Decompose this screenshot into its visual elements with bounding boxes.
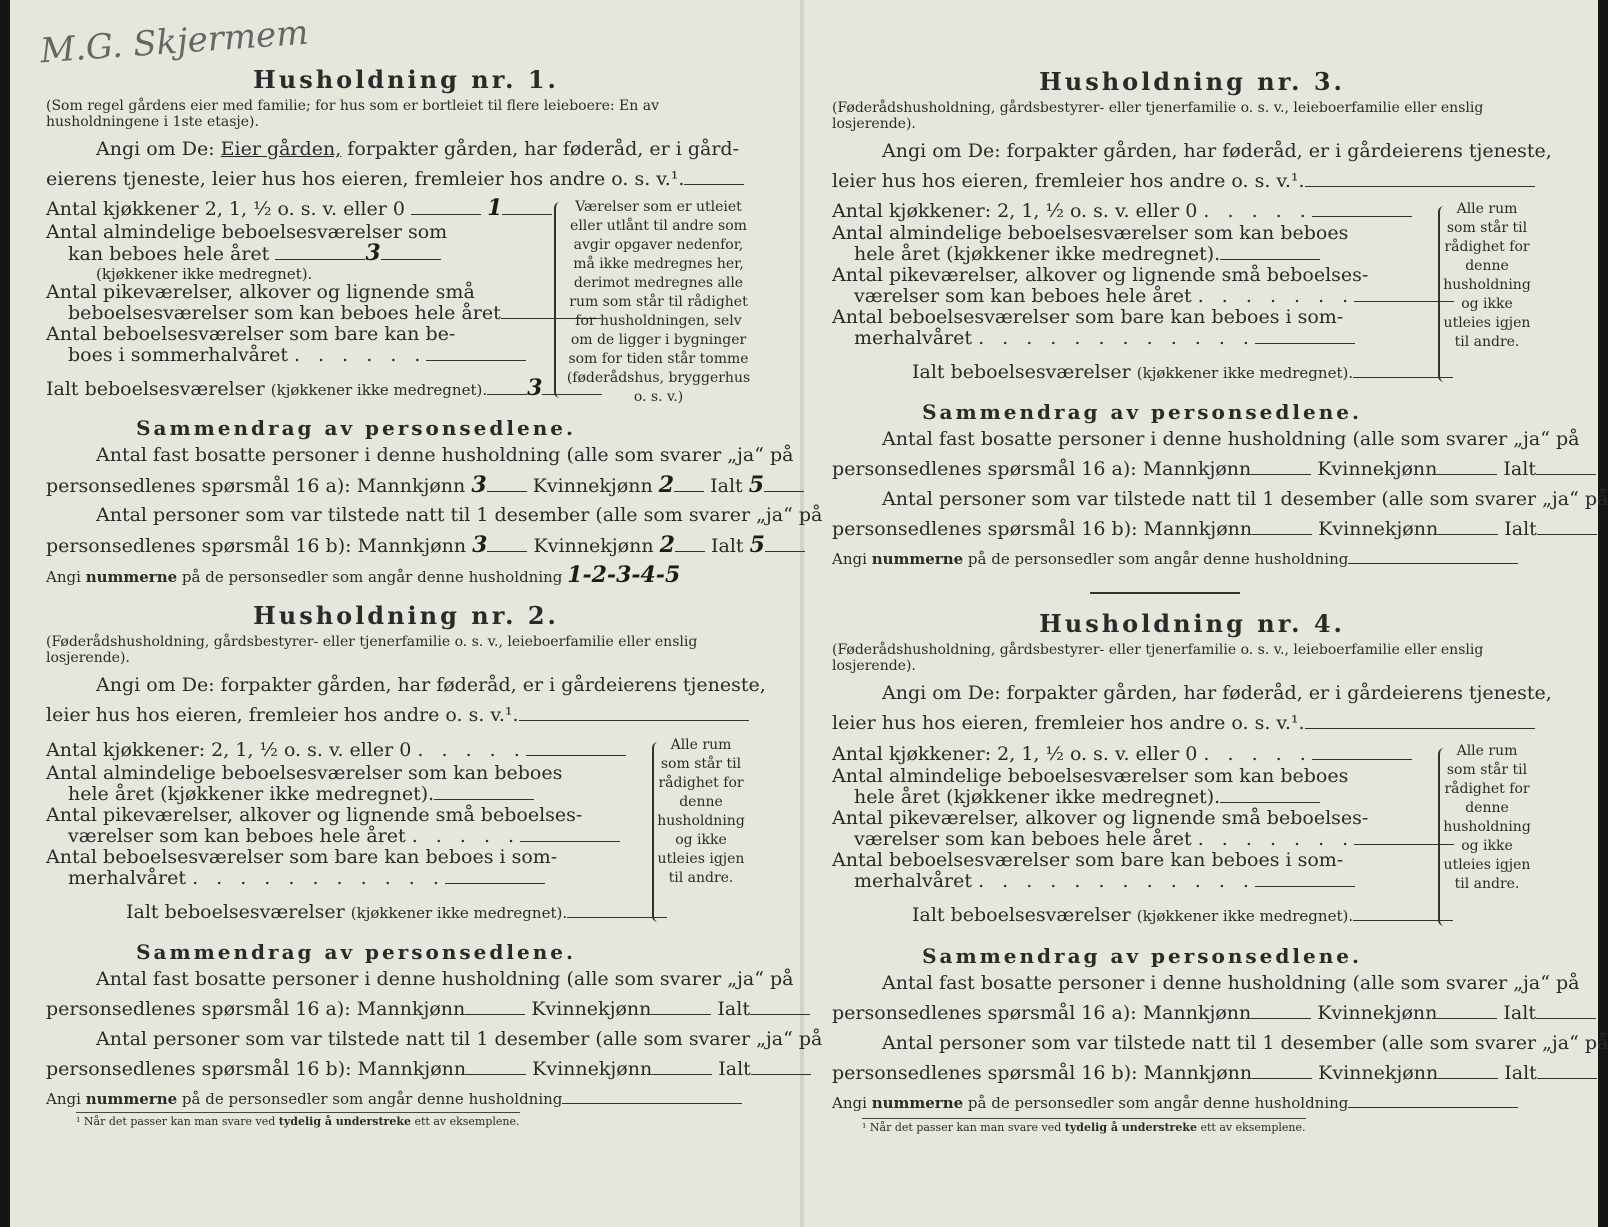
tilstede-row-1: Antal personer som var tilstede natt til 1 desember (alle som svarer „ja“ på xyxy=(96,504,823,526)
angi-line-1: Angi om De: forpakter gården, har føderåd, er i gårdeierens tjeneste, xyxy=(882,682,1552,704)
fast-row-1: Antal fast bosatte personer i denne husholdning (alle som svarer „ja“ på xyxy=(96,968,794,990)
pike-row-1: Antal pikeværelser, alkover og lignende små beboelses- xyxy=(832,264,1369,286)
kjokkener-row: Antal kjøkkener: 2, 1, ½ o. s. v. eller 0 . . . . . xyxy=(832,201,1412,222)
kjokkener-value: 1 xyxy=(487,195,503,221)
sammendrag-heading: Sammendrag av personsedlene. xyxy=(922,944,1362,968)
nummerne-row: Angi nummerne på de personsedler som angår denne husholdning xyxy=(832,544,1518,574)
kjokkener-row: Antal kjøkkener 2, 1, ½ o. s. v. eller 0 1 xyxy=(46,198,552,220)
note-brace xyxy=(554,202,566,398)
fast-row-2: personsedlenes spørsmål 16 a): Mannkjønn Kvinnekjønn Ialt xyxy=(832,998,1596,1028)
tilstede-row-1: Antal personer som var tilstede natt til 1 desember (alle som svarer „ja“ på xyxy=(96,1028,823,1050)
alm-row-2: hele året (kjøkkener ikke medregnet). xyxy=(854,244,1320,265)
alle-rum-note: Alle rum som står til rådighet for denne husholdning og ikke utleies igjen til andre. xyxy=(1443,743,1531,892)
left-page xyxy=(46,0,823,1227)
tilstede-row-1: Antal personer som var tilstede natt til 1 desember (alle som svarer „ja“ på xyxy=(882,488,1608,510)
fast-mann-value: 3 xyxy=(471,472,487,498)
kjokkener-row: Antal kjøkkener: 2, 1, ½ o. s. v. eller 0 . . . . . xyxy=(46,740,626,761)
nummerne-row: Angi nummerne på de personsedler som angår denne husholdning 1-2-3-4-5 xyxy=(46,562,681,588)
kjokkener-row: Antal kjøkkener: 2, 1, ½ o. s. v. eller 0 . . . . . xyxy=(832,744,1412,765)
tilstede-row-2: personsedlenes spørsmål 16 b): Mannkjønn Kvinnekjønn Ialt xyxy=(832,1058,1597,1088)
fast-row-1: Antal fast bosatte personer i denne husholdning (alle som svarer „ja“ på xyxy=(882,972,1580,994)
bare-row-1: Antal beboelsesværelser som bare kan beboes i som- xyxy=(832,306,1344,328)
pike-row-2: værelser som kan beboes hele året . . . . . . . xyxy=(854,286,1454,307)
nummerne-row: Angi nummerne på de personsedler som angår denne husholdning xyxy=(832,1088,1518,1118)
bare-row-2: merhalvåret . . . . . . . . . . . . xyxy=(854,328,1355,349)
til-mann-value: 3 xyxy=(472,532,488,558)
til-ialt-value: 5 xyxy=(749,532,765,558)
household-title: Husholdning nr. 4. xyxy=(1039,609,1345,638)
bare-row-2: merhalvåret . . . . . . . . . . . . xyxy=(854,871,1355,892)
nummerne-row: Angi nummerne på de personsedler som angår denne husholdning xyxy=(46,1084,742,1114)
household-2 xyxy=(46,600,823,1128)
fast-row-2: personsedlenes spørsmål 16 a): Mannkjønn 3 Kvinnekjønn 2 Ialt 5 xyxy=(46,470,804,501)
alm-row-1: Antal almindelige beboelsesværelser som kan beboes xyxy=(832,222,1349,244)
fast-row-1: Antal fast bosatte personer i denne husholdning (alle som svarer „ja“ på xyxy=(882,428,1580,450)
household-subtitle: (Som regel gårdens eier med familie; for hus som er bortleiet til flere leieboere: En av husholdningene i 1ste etasje). xyxy=(46,98,659,130)
alm-value: 3 xyxy=(365,240,381,266)
angi-line-2: eierens tjeneste, leier hus hos eieren, fremleier hos andre o. s. v.¹. xyxy=(46,164,766,194)
alm-row-1: Antal almindelige beboelsesværelser som kan beboes xyxy=(46,762,563,784)
fast-row-2: personsedlenes spørsmål 16 a): Mannkjønn Kvinnekjønn Ialt xyxy=(46,994,810,1024)
sammendrag-heading: Sammendrag av personsedlene. xyxy=(922,400,1362,424)
vaerelser-note: Værelser som er utleiet eller utlånt til andre som avgir opgaver nedenfor, må ikke medregnes her, derimot medregnes alle rum som står til rådighet for husholdningen, selv om de ligger i bygninger som for tiden står tomme (føderådshus, bryggerhus o. s. v.) xyxy=(566,199,751,405)
footnote: ¹ Når det passer kan man svare ved tydelig å understreke ett av eksemplene. xyxy=(76,1112,520,1128)
bare-row-2: merhalvåret . . . . . . . . . . . xyxy=(68,868,545,889)
household-3 xyxy=(832,66,1608,568)
til-kvinne-value: 2 xyxy=(659,532,675,558)
ialt-rom-value: 3 xyxy=(527,375,543,401)
scan-edge-left xyxy=(0,0,10,1227)
alm-row-1: Antal almindelige beboelsesværelser som xyxy=(46,221,448,243)
angi-line-1: Angi om De: forpakter gården, har føderåd, er i gårdeierens tjeneste, xyxy=(96,674,766,696)
alm-row-2: kan beboes hele året 3 xyxy=(68,243,441,265)
pike-row-1: Antal pikeværelser, alkover og lignende små beboelses- xyxy=(832,807,1369,829)
pike-row-1: Antal pikeværelser, alkover og lignende små beboelses- xyxy=(46,804,583,826)
angi-line-2: leier hus hos eieren, fremleier hos andre o. s. v.¹. xyxy=(832,166,1552,196)
fast-row-2: personsedlenes spørsmål 16 a): Mannkjønn Kvinnekjønn Ialt xyxy=(832,454,1596,484)
household-subtitle: (Føderådshusholdning, gårdsbestyrer- eller tjenerfamilie o. s. v., leieboerfamilie eller enslig losjerende). xyxy=(832,642,1484,674)
household-subtitle: (Føderådshusholdning, gårdsbestyrer- eller tjenerfamilie o. s. v., leieboerfamilie eller enslig losjerende). xyxy=(46,634,698,666)
angi-line-1: Angi om De: forpakter gården, har føderåd, er i gårdeierens tjeneste, xyxy=(882,140,1552,162)
angi-line-1: Angi om De: Eier gården, forpakter gården, har føderåd, er i gård- xyxy=(96,138,740,160)
angi-line-2: leier hus hos eieren, fremleier hos andre o. s. v.¹. xyxy=(832,708,1552,738)
alm-row-2: hele året (kjøkkener ikke medregnet). xyxy=(68,784,534,805)
sammendrag-heading: Sammendrag av personsedlene. xyxy=(136,416,576,440)
alm-row-3: (kjøkkener ikke medregnet). xyxy=(96,265,313,283)
fast-row-1: Antal fast bosatte personer i denne husholdning (alle som svarer „ja“ på xyxy=(96,444,794,466)
pike-row-2: værelser som kan beboes hele året . . . . . xyxy=(68,826,620,847)
household-1 xyxy=(46,64,823,588)
alle-rum-note: Alle rum som står til rådighet for denne husholdning og ikke utleies igjen til andre. xyxy=(657,737,745,886)
bare-row-2: boes i sommerhalvåret . . . . . . xyxy=(68,345,526,366)
tilstede-row-2: personsedlenes spørsmål 16 b): Mannkjønn 3 Kvinnekjønn 2 Ialt 5 xyxy=(46,530,805,561)
fast-kvinne-value: 2 xyxy=(658,472,675,498)
ialt-rom-row: Ialt beboelsesværelser (kjøkkener ikke medregnet). xyxy=(126,902,667,924)
eier-garden-underlined: Eier gården, xyxy=(220,138,342,160)
fast-ialt-value: 5 xyxy=(748,472,765,498)
ialt-rom-row: Ialt beboelsesværelser (kjøkkener ikke medregnet). xyxy=(912,905,1453,927)
right-page xyxy=(832,0,1608,1227)
household-subtitle: (Føderådshusholdning, gårdsbestyrer- eller tjenerfamilie o. s. v., leieboerfamilie eller enslig losjerende). xyxy=(832,100,1484,132)
ialt-rom-row: Ialt beboelsesværelser (kjøkkener ikke medregnet). 3 xyxy=(46,378,602,401)
household-4 xyxy=(832,608,1608,1134)
handwritten-signature: M.G. Skjermem xyxy=(38,12,310,72)
alm-row-1: Antal almindelige beboelsesværelser som kan beboes xyxy=(832,765,1349,787)
bare-row-1: Antal beboelsesværelser som bare kan beboes i som- xyxy=(832,849,1344,871)
household-title: Husholdning nr. 2. xyxy=(253,601,559,630)
ialt-rom-row: Ialt beboelsesværelser (kjøkkener ikke medregnet). xyxy=(912,362,1453,384)
pike-row-2: værelser som kan beboes hele året . . . . . . . xyxy=(854,829,1454,850)
household-title: Husholdning nr. 3. xyxy=(1039,67,1345,96)
bare-row-1: Antal beboelsesværelser som bare kan be- xyxy=(46,323,456,345)
footnote: ¹ Når det passer kan man svare ved tydelig å understreke ett av eksemplene. xyxy=(862,1118,1306,1134)
pike-row-2: beboelsesværelser som kan beboes hele året xyxy=(68,303,601,324)
household-title: Husholdning nr. 1. xyxy=(253,65,559,94)
tilstede-row-2: personsedlenes spørsmål 16 b): Mannkjønn Kvinnekjønn Ialt xyxy=(832,514,1597,544)
bare-row-1: Antal beboelsesværelser som bare kan beboes i som- xyxy=(46,846,558,868)
tilstede-row-2: personsedlenes spørsmål 16 b): Mannkjønn Kvinnekjønn Ialt xyxy=(46,1054,811,1084)
tilstede-row-1: Antal personer som var tilstede natt til 1 desember (alle som svarer „ja“ på xyxy=(882,1032,1608,1054)
alm-row-2: hele året (kjøkkener ikke medregnet). xyxy=(854,787,1320,808)
sammendrag-heading: Sammendrag av personsedlene. xyxy=(136,940,576,964)
pike-row-1: Antal pikeværelser, alkover og lignende små xyxy=(46,281,475,303)
angi-line-2: leier hus hos eieren, fremleier hos andre o. s. v.¹. xyxy=(46,700,766,730)
alle-rum-note: Alle rum som står til rådighet for denne husholdning og ikke utleies igjen til andre. xyxy=(1443,201,1531,350)
nummerne-value: 1-2-3-4-5 xyxy=(567,562,681,588)
section-divider xyxy=(1090,592,1240,594)
